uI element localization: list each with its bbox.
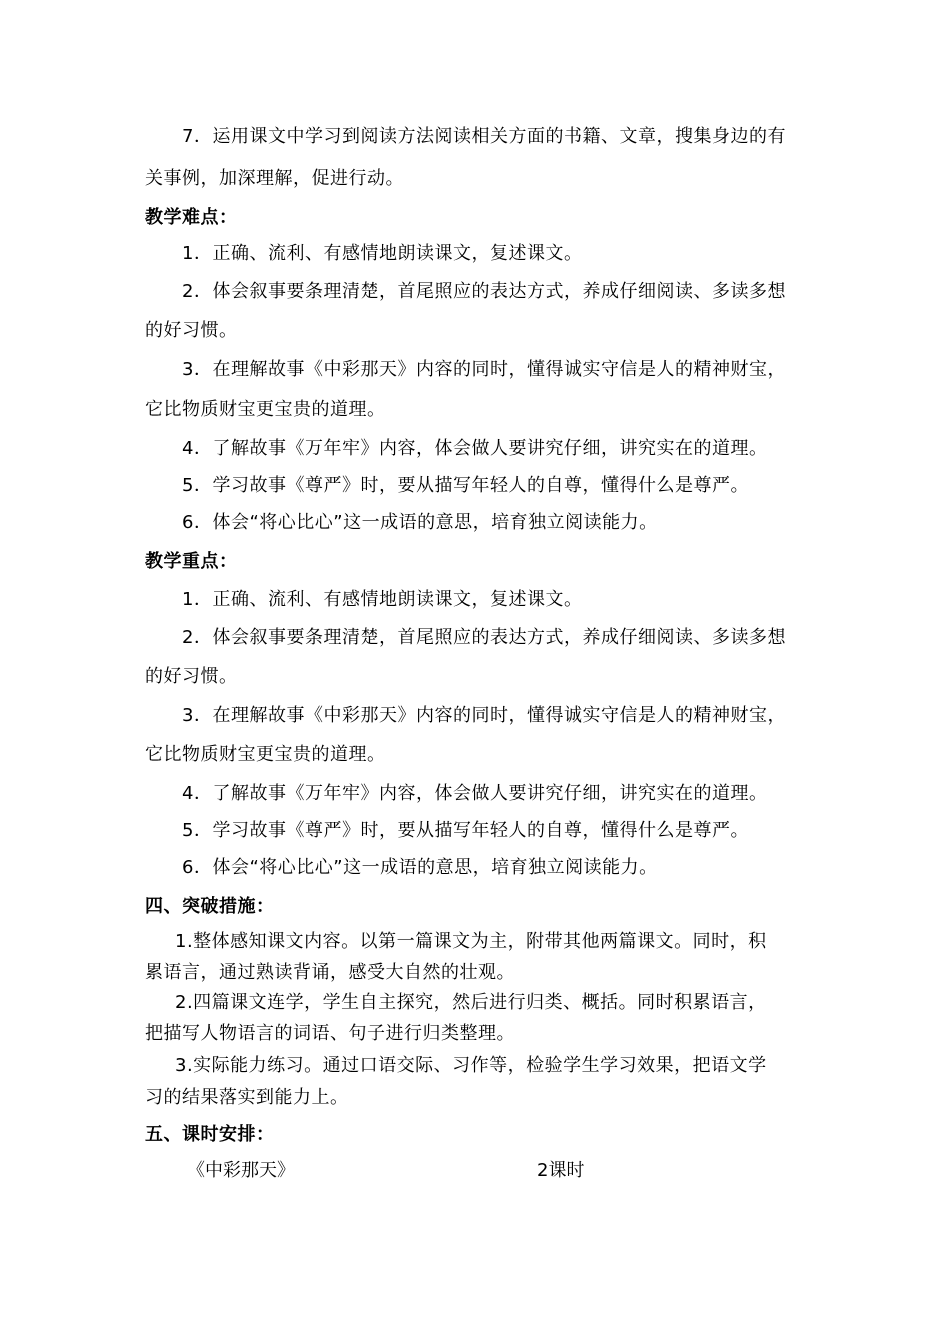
objective-7-line1: 7．运用课文中学习到阅读方法阅读相关方面的书籍、文章，搜集身边的有 — [182, 126, 786, 147]
key-point-item: 3．在理解故事《中彩那天》内容的同时，懂得诚实守信是人的精神财宝， — [182, 705, 786, 726]
difficulty-item: 4．了解故事《万年牢》内容，体会做人要讲究仔细，讲究实在的道理。 — [182, 438, 768, 459]
objective-7-line2: 关事例，加深理解，促进行动。 — [145, 168, 404, 189]
key-point-item: 4．了解故事《万年牢》内容，体会做人要讲究仔细，讲究实在的道理。 — [182, 783, 768, 804]
difficulty-item: 3．在理解故事《中彩那天》内容的同时，懂得诚实守信是人的精神财宝， — [182, 359, 786, 380]
measure-item-cont: 把描写人物语言的词语、句子进行归类整理。 — [145, 1023, 515, 1044]
schedule-lesson: 《中彩那天》 — [187, 1160, 295, 1181]
schedule-hours: 2课时 — [537, 1160, 585, 1181]
difficulty-item: 1．正确、流利、有感情地朗读课文，复述课文。 — [182, 243, 583, 264]
measures-heading: 四、突破措施： — [145, 896, 275, 917]
schedule-heading: 五、课时安排： — [145, 1124, 275, 1145]
key-point-item: 5．学习故事《尊严》时，要从描写年轻人的自尊，懂得什么是尊严。 — [182, 820, 749, 841]
measure-item-cont: 习的结果落实到能力上。 — [145, 1087, 349, 1108]
measure-item: 2.四篇课文连学，学生自主探究，然后进行归类、概括。同时积累语言， — [175, 992, 767, 1013]
difficulty-item-cont: 的好习惯。 — [145, 320, 238, 341]
key-point-item: 1．正确、流利、有感情地朗读课文，复述课文。 — [182, 589, 583, 610]
difficulty-item: 2．体会叙事要条理清楚，首尾照应的表达方式，养成仔细阅读、多读多想 — [182, 281, 786, 302]
difficulty-item: 6．体会“将心比心”这一成语的意思，培育独立阅读能力。 — [182, 512, 658, 533]
key-point-item: 2．体会叙事要条理清楚，首尾照应的表达方式，养成仔细阅读、多读多想 — [182, 627, 786, 648]
key-point-item-cont: 它比物质财宝更宝贵的道理。 — [145, 744, 386, 765]
measure-item: 3.实际能力练习。通过口语交际、习作等，检验学生学习效果，把语文学 — [175, 1055, 767, 1076]
measure-item-cont: 累语言，通过熟读背诵，感受大自然的壮观。 — [145, 962, 515, 983]
difficulties-heading: 教学难点： — [145, 207, 238, 228]
difficulty-item-cont: 它比物质财宝更宝贵的道理。 — [145, 399, 386, 420]
difficulty-item: 5．学习故事《尊严》时，要从描写年轻人的自尊，懂得什么是尊严。 — [182, 475, 749, 496]
key-point-item: 6．体会“将心比心”这一成语的意思，培育独立阅读能力。 — [182, 857, 658, 878]
measure-item: 1.整体感知课文内容。以第一篇课文为主，附带其他两篇课文。同时，积 — [175, 931, 767, 952]
key-points-heading: 教学重点： — [145, 551, 238, 572]
key-point-item-cont: 的好习惯。 — [145, 666, 238, 687]
